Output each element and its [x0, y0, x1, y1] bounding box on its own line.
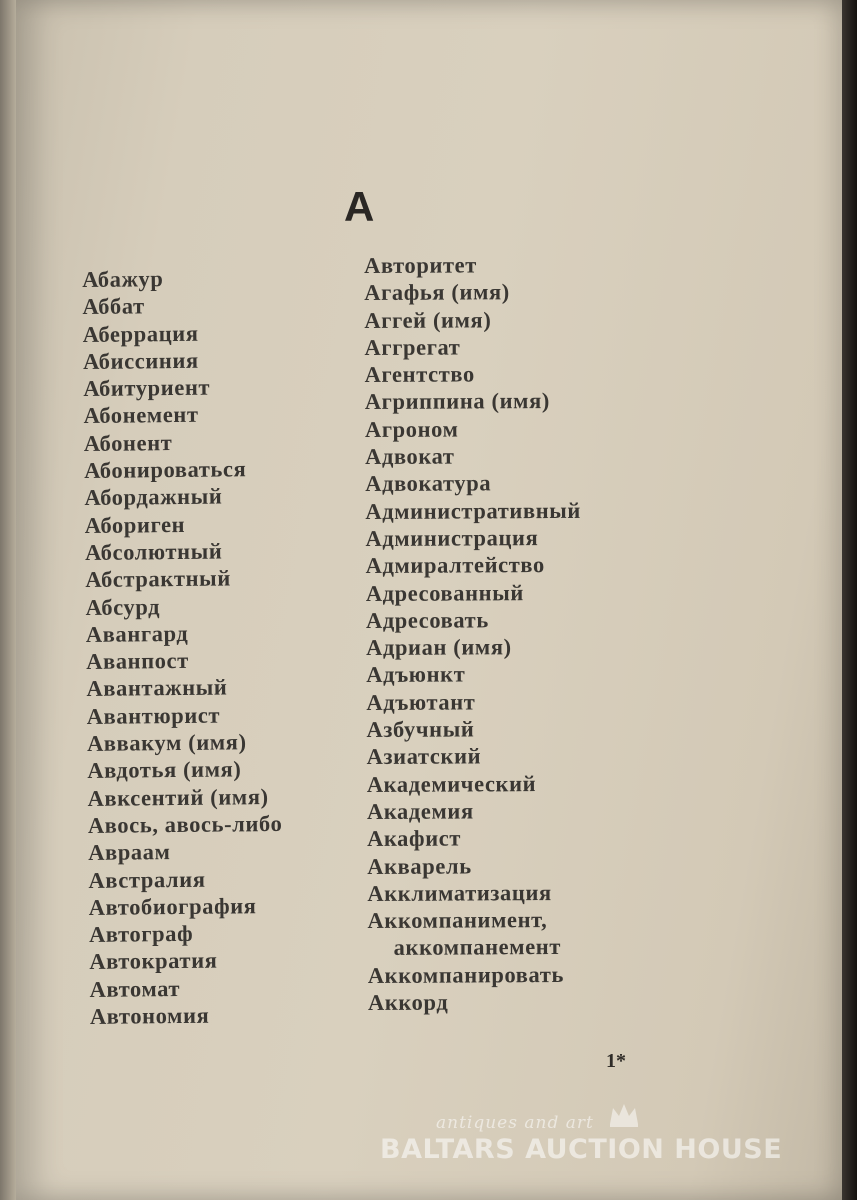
page-edge-shadow — [0, 0, 16, 1200]
word-entry: Аванпост — [86, 648, 189, 675]
word-entry: Адъютант — [366, 689, 476, 715]
word-entry: Авраам — [88, 839, 171, 866]
word-entry: Абонемент — [83, 402, 199, 429]
word-entry: Аггей (имя) — [364, 306, 492, 333]
signature-mark: 1* — [606, 1050, 626, 1072]
word-entry: Адресовать — [365, 607, 489, 633]
word-entry: Агентство — [364, 361, 475, 388]
word-entry: Аггрегат — [364, 334, 461, 360]
word-entry: Административный — [365, 497, 582, 524]
word-entry: Адвокатура — [365, 470, 492, 497]
word-entry: Автономия — [89, 1002, 210, 1029]
word-entry: Администрация — [365, 525, 539, 551]
word-entry: Абонент — [83, 429, 173, 456]
word-entry: Авантажный — [86, 674, 228, 702]
word-entry: Аккорд — [367, 989, 449, 1016]
word-entry: Абитуриент — [83, 374, 211, 402]
word-entry: Агафья (имя) — [364, 279, 510, 306]
word-entry: Абориген — [84, 511, 186, 538]
word-entry: Авдотья (имя) — [87, 756, 242, 784]
word-entry: Авторитет — [364, 252, 477, 278]
word-entry: Абстрактный — [85, 565, 231, 593]
word-entry: Абсолютный — [84, 538, 223, 565]
book-background — [842, 0, 857, 1200]
word-entry: Абиссиния — [82, 347, 199, 374]
word-entry: Абажур — [82, 266, 164, 292]
crown-icon — [608, 1102, 640, 1128]
word-entry: Азбучный — [366, 716, 475, 743]
word-entry: Абсурд — [85, 593, 161, 620]
word-entry: Аввакум (имя) — [86, 729, 247, 757]
word-entry: аккомпанемент — [393, 934, 562, 961]
word-entry: Агриппина (имя) — [364, 388, 550, 415]
word-entry: Авось, авось-либо — [87, 810, 283, 838]
word-entry: Адмиралтейство — [365, 552, 545, 579]
word-entry: Адриан (имя) — [366, 634, 512, 661]
word-entry: Акафист — [367, 825, 462, 852]
watermark-name: BALTARS AUCTION HOUSE — [380, 1134, 783, 1165]
word-entry: Авантюрист — [86, 702, 221, 729]
word-list-right — [364, 251, 584, 1016]
word-entry: Акварель — [367, 852, 472, 879]
word-entry: Академия — [366, 798, 474, 824]
section-letter: А — [344, 183, 375, 230]
word-entry: Академический — [366, 770, 537, 797]
word-entry: Аббат — [82, 293, 145, 320]
word-entry: Автократия — [89, 948, 218, 975]
word-entry: Аберрация — [82, 320, 199, 347]
word-entry: Аккомпанимент, — [367, 907, 548, 934]
word-entry: Аккомпанировать — [367, 961, 565, 988]
watermark-tagline: antiques and art — [436, 1113, 594, 1133]
word-list-left — [82, 264, 284, 1030]
word-entry: Акклиматизация — [367, 879, 552, 906]
word-entry: Авангард — [85, 620, 189, 647]
word-entry: Автобиография — [88, 893, 257, 920]
word-entry: Абонироваться — [84, 456, 247, 484]
word-entry: Абордажный — [84, 483, 223, 511]
word-entry: Агроном — [364, 416, 459, 442]
word-entry: Адвокат — [365, 443, 455, 470]
word-entry: Адъюнкт — [366, 661, 466, 688]
word-entry: Австралия — [88, 866, 206, 893]
word-entry: Автограф — [88, 920, 194, 948]
word-entry: Азиатский — [366, 743, 482, 770]
word-entry: Адресованный — [365, 579, 525, 606]
word-entry: Автомат — [89, 975, 181, 1002]
word-entry: Авксентий (имя) — [87, 783, 269, 811]
